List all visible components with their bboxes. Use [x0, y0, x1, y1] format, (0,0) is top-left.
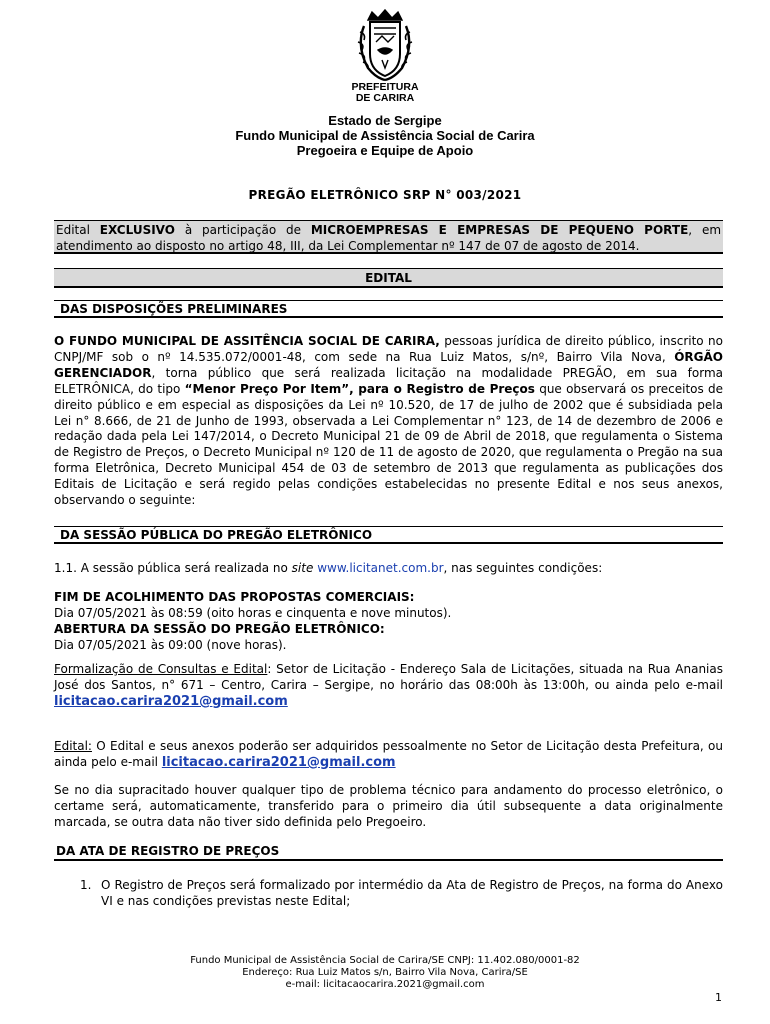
header-state: Estado de Sergipe [328, 113, 442, 128]
session-paragraph: 1.1. A sessão pública será realizada no site www.licitanet.com.br, nas seguintes condições: [54, 561, 603, 575]
edital-heading: EDITAL [54, 268, 723, 288]
footer-line-3: e-mail: licitacaocarira.2021@gmail.com [285, 979, 485, 990]
email-link-1[interactable]: licitacao.carira2021@gmail.com [54, 693, 288, 709]
prefeitura-carira-crest-logo [338, 6, 432, 106]
list-item-text: O Registro de Preços será formalizado por intermédio da Ata de Registro de Preços, na forma do Anexo VI e nas condições previstas neste Edital; [101, 878, 723, 908]
edital-acquisition-paragraph: Edital: O Edital e seus anexos poderão ser adquiridos pessoalmente no Setor de Licitação desta Prefeitura, ou ainda pelo e-mail licitacao.carira2021@gmail.com [54, 739, 723, 770]
footer-line-1: Fundo Municipal de Assistência Social de Carira/SE CNPJ: 11.402.080/0001-82 [190, 955, 580, 966]
deadline-block: FIM DE ACOLHIMENTO DAS PROPOSTAS COMERCIAIS: Dia 07/05/2021 às 08:59 (oito horas e cinquenta e nove minutos). ABERTURA DA SESSÃO DO PREGÃO ELETRÔNICO: Dia 07/05/2021 às 09:00 (nove horas). [54, 590, 452, 652]
consultation-paragraph: Formalização de Consultas e Edital: Setor de Licitação - Endereço Sala de Licitações, situada na Rua Ananias José dos Santos, n° 671 – Centro, Carira – Sergipe, no horário das 08:00h às 13:00h, ou ainda pelo e-mail licitacao.carira2021@gmail.com [54, 662, 723, 709]
email-link-2[interactable]: licitacao.carira2021@gmail.com [161, 754, 396, 770]
section-heading-preliminares: DAS DISPOSIÇÕES PRELIMINARES [54, 300, 723, 318]
section-heading-sessao: DA SESSÃO PÚBLICA DO PREGÃO ELETRÔNICO [54, 526, 723, 544]
licitanet-link[interactable]: www.licitanet.com.br [317, 561, 444, 575]
svg-text:PREFEITURA: PREFEITURA [351, 81, 419, 93]
footer-line-2: Endereço: Rua Luiz Matos s/n, Bairro Vila Nova, Carira/SE [242, 967, 528, 978]
list-item-number: 1. [80, 878, 92, 892]
header-fund: Fundo Municipal de Assistência Social de Carira [235, 128, 535, 143]
section-heading-ata: DA ATA DE REGISTRO DE PREÇOS [54, 843, 723, 861]
exclusive-notice-box: Edital EXCLUSIVO à participação de MICROEMPRESAS E EMPRESAS DE PEQUENO PORTE, em atendimento ao disposto no artigo 48, III, da Lei Complementar nº 147 de 07 de agosto de 2014. [54, 220, 723, 254]
technical-problem-paragraph: Se no dia supracitado houver qualquer tipo de problema técnico para andamento do processo eletrônico, o certame será, automaticamente, transferido para o primeiro dia útil subsequente a data originalmente marcada, se outra data não tiver sido definida pelo Pregoeiro. [54, 783, 723, 829]
page-number: 1 [715, 991, 722, 1004]
document-title: PREGÃO ELETRÔNICO SRP N° 003/2021 [248, 188, 522, 202]
svg-text:DE CARIRA: DE CARIRA [355, 92, 415, 104]
intro-paragraph: O FUNDO MUNICIPAL DE ASSITÊNCIA SOCIAL DE CARIRA, pessoas jurídica de direito público, inscrito no CNPJ/MF sob o nº 14.535.072/0001-48, com sede na Rua Luiz Matos, s/nº, Bairro Vila Nova, ÓRGÃO GERENCIADOR, torna público que será realizada licitação na modalidade PREGÃO, em sua forma ELETRÔNICA, do tipo “Menor Preço Por Item”, para o Registro de Preços que observará os preceitos de direito público e em especial as disposições da Lei nº 10.520, de 17 de julho de 2002 que é subsidiada pela Lei n° 8.666, de 21 de Junho de 1993, observada a Lei Complementar n° 123, de 14 de dezembro de 2006 e redação dada pela Lei 147/2014, o Decreto Municipal 21 de 09 de Abril de 2018, que regulamenta o Sistema de Registro de Preços, o Decreto Municipal nº 120 de 11 de agosto de 2020, que regulamenta o Pregão na sua forma Eletrônica, Decreto Municipal 454 de 03 de setembro de 2013 que regulamenta as publicações dos Editais de Licitação e será regido pelas condições estabelecidas no presente Edital e nos seus anexos, observando o seguinte: [54, 334, 724, 508]
header-team: Pregoeira e Equipe de Apoio [296, 143, 474, 158]
